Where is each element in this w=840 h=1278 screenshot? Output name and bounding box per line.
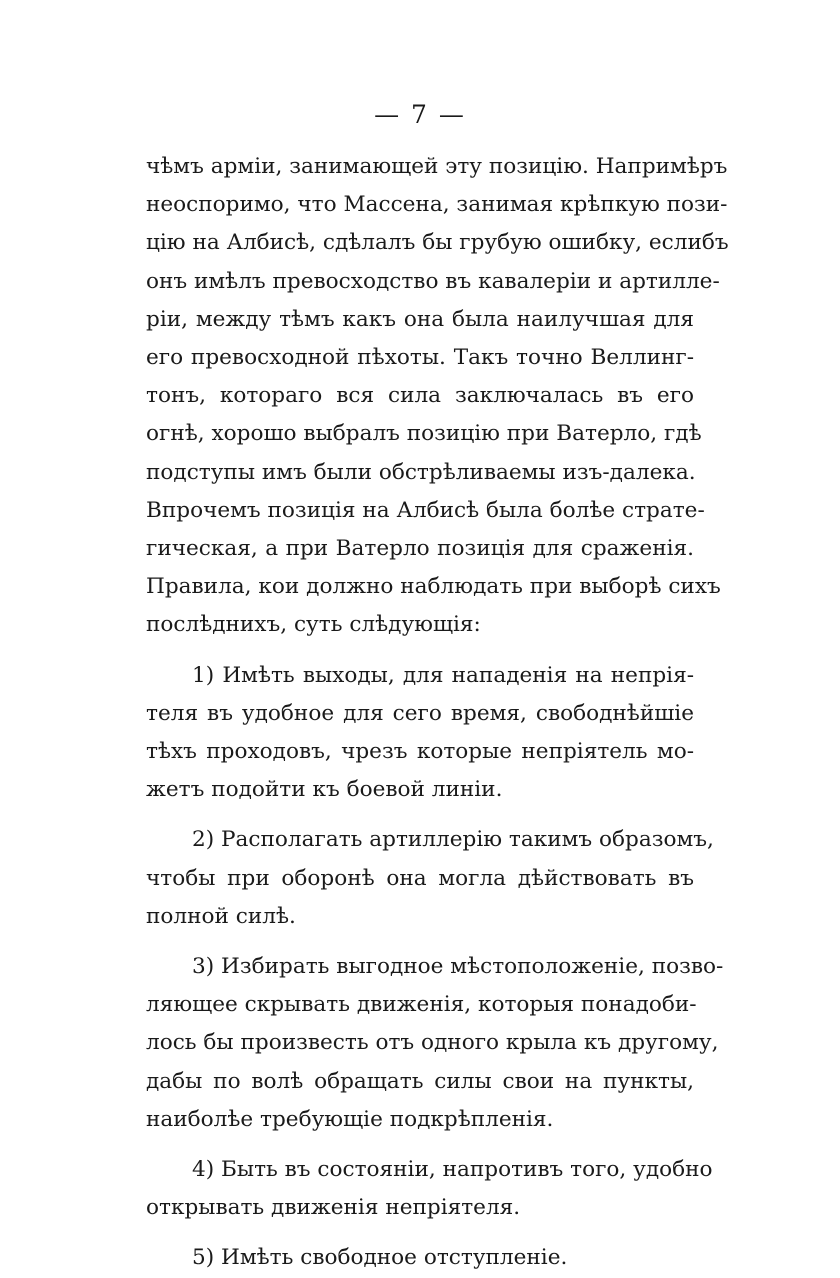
rule-item-2 xyxy=(146,821,714,936)
text-line: 3) Избирать выгодное мѣстоположеніе, позво- xyxy=(192,954,724,980)
text-line: 2) Располагать артиллерію такимъ образомъ, xyxy=(192,827,714,853)
rule-item-1 xyxy=(146,657,694,810)
text-line: тонъ, котораго вся сила заключалась въ его xyxy=(146,383,694,409)
text-line: тѣхъ проходовъ, чрезъ которые непріятель мо- xyxy=(146,739,694,765)
text-line: чѣмъ арміи, занимающей эту позицію. Напримѣръ xyxy=(146,154,728,179)
intro-paragraph xyxy=(146,148,729,645)
text-line: теля въ удобное для сего время, свободнѣйшіе xyxy=(146,700,694,726)
text-line: полной силѣ. xyxy=(146,903,296,929)
page-number: — 7 — xyxy=(374,100,466,129)
text-line: жетъ подойти къ боевой линіи. xyxy=(146,777,503,803)
rule-item-4 xyxy=(146,1151,713,1227)
rule-item-3 xyxy=(146,948,724,1139)
text-line: ляющее скрывать движенія, которыя понадоби- xyxy=(146,992,697,1018)
text-line: Правила, кои должно наблюдать при выборѣ сихъ xyxy=(146,574,721,600)
text-line: наиболѣе требующіе подкрѣпленія. xyxy=(146,1106,554,1132)
text-line: его превосходной пѣхоты. Такъ точно Веллинг- xyxy=(146,345,694,371)
text-line: лось бы произвесть отъ одного крыла къ другому, xyxy=(146,1030,719,1056)
text-line: послѣднихъ, суть слѣдующія: xyxy=(146,612,481,638)
text-line: онъ имѣлъ превосходство въ кавалеріи и артилле- xyxy=(146,268,720,294)
text-line: огнѣ, хорошо выбралъ позицію при Ватерло, гдѣ xyxy=(146,421,702,447)
text-line: гическая, а при Ватерло позиція для сраженія. xyxy=(146,536,694,562)
text-line: 1) Имѣть выходы, для нападенія на непрія- xyxy=(192,662,694,688)
text-line: открывать движенія непріятеля. xyxy=(146,1195,521,1221)
rule-item-5 xyxy=(146,1239,694,1277)
text-line: подступы имъ были обстрѣливаемы изъ-далека. xyxy=(146,459,696,485)
text-line: цію на Албисѣ, сдѣлалъ бы грубую ошибку, еслибъ xyxy=(146,230,729,256)
page-body xyxy=(146,148,729,1278)
text-line: дабы по волѣ обращать силы свои на пункты, xyxy=(146,1068,694,1094)
text-line: чтобы при оборонѣ она могла дѣйствовать въ xyxy=(146,865,694,891)
text-line: Впрочемъ позиція на Албисѣ была болѣе страте- xyxy=(146,497,705,523)
text-line: 5) Имѣть свободное отступленіе. xyxy=(192,1245,568,1271)
text-line: неоспоримо, что Массена, занимая крѣпкую пози- xyxy=(146,192,728,218)
text-line: 4) Быть въ состояніи, напротивъ того, удобно xyxy=(192,1157,713,1183)
text-line: ріи, между тѣмъ какъ она была наилучшая для xyxy=(146,306,694,332)
